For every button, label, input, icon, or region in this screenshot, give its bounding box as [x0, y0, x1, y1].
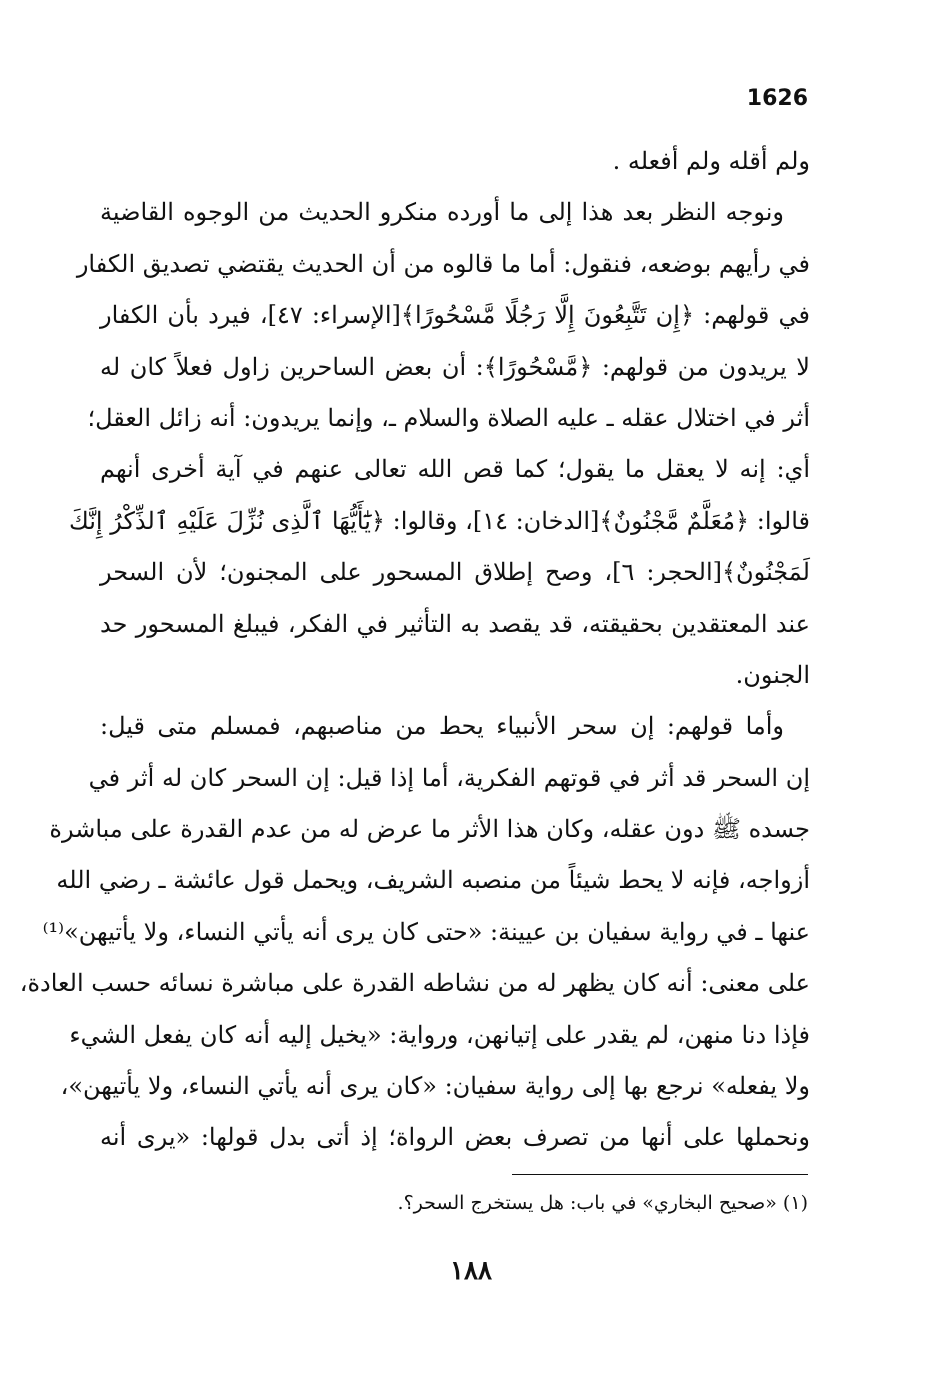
text-line: في قولهم: ﴿إِن تَتَّبِعُونَ إِلَّا رَجُلًا مَّسْحُورًا﴾[الإسراء: ٤٧]، فيرد بأن الكفار [100, 301, 810, 330]
text-line: عند المعتقدين بحقيقته، قد يقصد به التأثير في الفكر، فيبلغ المسحور حد [100, 609, 810, 638]
text-line: لا يريدون من قولهم: ﴿مَّسْحُورًا﴾: أن بعض الساحرين زاول فعلاً كان له [100, 352, 810, 381]
page-number-top: 1626 [746, 86, 808, 111]
text-line: لَمَجْنُونٌ﴾[الحجر: ٦]، وصح إطلاق المسحور على المجنون؛ لأن السحر [100, 558, 810, 587]
footnote-divider [512, 1174, 808, 1175]
text-line: الجنون. [735, 660, 810, 689]
text-line: في رأيهم بوضعه، فنقول: أما ما قالوه من أن الحديث يقتضي تصديق الكفار [76, 249, 810, 278]
footnote: (١) «صحيح البخاري» في باب: هل يستخرج السحر؟. [397, 1192, 808, 1214]
text-line: أزواجه، فإنه لا يحط شيئاً من منصبه الشريف، ويحمل قول عائشة ـ رضي الله [56, 866, 810, 895]
text-line: جسده ﷺ دون عقله، وكان هذا الأثر ما عرض له من عدم القدرة على مباشرة [49, 815, 810, 844]
text-line: أثر في اختلال عقله ـ عليه الصلاة والسلام ـ، وإنما يريدون: أنه زائل العقل؛ [87, 403, 810, 432]
main-text [19, 136, 810, 1164]
text-line: على معنى: أنه كان يظهر له من نشاطه القدرة على مباشرة نسائه حسب العادة، [19, 969, 810, 998]
text-line: عنها ـ في رواية سفيان بن عيينة: «حتى كان يرى أنه يأتي النساء، ولا يأتيهن»⁽¹⁾ [42, 917, 810, 946]
text-line: ولم أقله ولم أفعله . [612, 147, 810, 175]
text-line: أي: إنه لا يعقل ما يقول؛ كما قص الله تعالى عنهم في آية أخرى أنهم [100, 455, 810, 484]
text-line: قالوا: ﴿مُعَلَّمٌ مَّجْنُونٌ﴾[الدخان: ١٤]، وقالوا: ﴿يَٰٓأَيُّهَا ٱلَّذِى نُزِّلَ عَلَيْهِ ٱلذِّكْرُ إِنَّكَ [69, 506, 810, 535]
text-line: ولا يفعله» نرجع بها إلى رواية سفيان: «كان يرى أنه يأتي النساء، ولا يأتيهن»، [60, 1072, 810, 1101]
page-folio: ١٨٨ [450, 1256, 492, 1286]
text-line: إن السحر قد أثر في قوتهم الفكرية، أما إذا قيل: إن السحر كان له أثر في [88, 763, 810, 792]
text-line: وأما قولهم: إن سحر الأنبياء يحط من مناصبهم، فمسلم متى قيل: [100, 712, 784, 741]
text-line: فإذا دنا منهن، لم يقدر على إتيانهن، ورواية: «يخيل إليه أنه كان يفعل الشيء [69, 1020, 810, 1049]
text-line: ونحملها على أنها من تصرف بعض الرواة؛ إذ أتى بدل قولها: «يرى أنه [100, 1123, 810, 1152]
text-line: ونوجه النظر بعد هذا إلى ما أورده منكرو الحديث من الوجوه القاضية [100, 198, 784, 227]
